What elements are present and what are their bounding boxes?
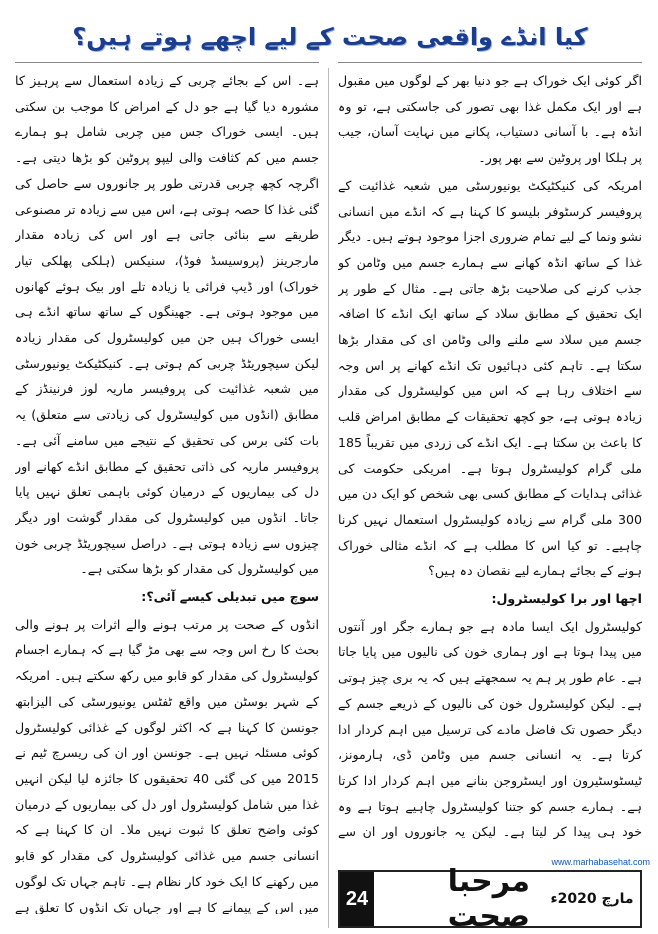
subheading: اچھا اور برا کولیسٹرول: <box>491 591 642 607</box>
paragraph: کولیسٹرول ایک ایسا مادہ ہے جو ہمارے جگر اور آنتوں میں پیدا ہوتا ہے اور ہماری خون کی نالیوں میں پایا جاتا ہے۔ عام طور پر ہم یہ سمجھتے ہیں کہ یہ بری چیز ہوتی ہے۔ لیکن کولیسٹرول خون کی نالیوں کے ذریعے جسم کے دیگر حصوں تک فاضل مادے کی ترسیل میں اہم کردار ادا کرتا ہے۔ یہ انسانی جسم میں وٹامن ڈی، ہارمونز، ٹیسٹوسٹیرون اور ایسٹروجن بنانے میں اہم کردار ادا کرتا ہے۔ ہمارے جسم کو جتنا کولیسٹرول چاہیے ہوتا ہے وہ خود ہی پیدا کر لیتا ہے۔ لیکن یہ جانوروں اور ان سے <box>338 618 642 840</box>
subheading: سوچ میں تبدیلی کیسے آئی؟: <box>141 589 319 605</box>
headline-rule-left <box>15 62 319 63</box>
magazine-name-logo: مرحبا صحت <box>447 864 530 934</box>
paragraph: انڈوں کے صحت پر مرتب ہونے والے اثرات پر ہونے والی بحث کا رخ اس وجہ سے بھی مڑ گیا ہے کہ ہمارے اجسام کولیسٹرول کی مقدار کو قابو میں رکھ سکتے ہیں۔ امریکہ کے شہر بوسٹن میں واقع ٹفٹس یونیورسٹی کی الیزابتھ جونسن کا کہنا ہے کہ اکثر لوگوں کے غذائی کولیسٹرول کوئی مسئلہ نہیں ہے۔ جونسن اور ان کی ریسرچ ٹیم نے 2015 میں کی گئی 40 تحقیقوں کا جائزہ لیا لیکن انہیں غذا میں شامل کولیسٹرول اور دل کی بیماریوں کے درمیان کوئی واضح تعلق کا ثبوت نہیں ملا۔ ان کا کہنا ہے کہ انسانی جسم میں غذائی کولیسٹرول کی مقدار کو قابو میں رکھنے کا ایک خود کار نظام ہے۔ تاہم جہاں تک لوگوں میں اس کے پیمانے کا ہے اور جہاں تک انڈوں کا تعلق ہے <box>15 616 319 914</box>
article-headline: کیا انڈے واقعی صحت کے لیے اچھے ہوتے ہیں؟ <box>72 23 588 51</box>
page-number: 24 <box>340 872 374 926</box>
headline-container <box>72 14 588 60</box>
paragraph: امریکہ کی کنیکٹیکٹ یونیورسٹی میں شعبہ غذائیت کے پروفیسر کرسٹوفر بلیسو کا کہنا ہے کہ انڈے میں انسانی نشو ونما کے لیے تمام ضروری اجزا موجود ہوتے ہیں۔ دیگر غذا کے ساتھ انڈہ کھانے سے ہمارے جسم میں وٹامن کو جذب کرنے کی صلاحیت بڑھ جاتی ہے۔ مثال کے طور پر ایک تحقیق کے مطابق سلاد کے ساتھ ایک انڈے کا اضافہ جسم میں سلاد سے ملنے والی وٹامن ای کی مقدار بڑھا سکتا ہے۔ تاہم کئی دہائیوں تک انڈے کھانے پر اس وجہ سے اختلاف رہا ہے کہ اس میں کولیسٹرول کی مقدار زیادہ ہوتی ہے، جو کچھ تحقیقات کے مطابق امراض قلب کا باعث بن سکتا ہے۔ ایک انڈے کی زردی میں تقریباً 185 ملی گرام کولیسٹرول ہوتا ہے۔ امریکی حکومت کی غذائی ہدایات کے مطابق کسی بھی شخص کو ایک دن میں 300 ملی گرام سے زیادہ کولیسٹرول استعمال نہیں کرنا چاہیے۔ تو کیا اس کا مطلب ہے کہ انڈے مثالی خوراک ہونے کے بجائے ہمارے لیے نقصان دہ ہیں؟ <box>338 177 642 579</box>
headline-rule-right <box>338 62 642 63</box>
paragraph: اگر کوئی ایک خوراک ہے جو دنیا بھر کے لوگوں میں مقبول ہے اور ایک مکمل غذا بھی تصور کی جاسکتی ہے، تو وہ انڈہ ہے۔ با آسانی دستیاب، پکانے میں نہایت آسان، جیب پر ہلکا اور پروٹین سے بھر پور۔ <box>338 73 642 166</box>
footer-masthead <box>338 864 642 934</box>
article-column-left <box>15 68 319 914</box>
article-column-right <box>338 68 642 848</box>
column-divider <box>328 68 329 928</box>
issue-date: مارچ 2020ء <box>550 891 634 907</box>
website-url[interactable]: www.marhabasehat.com <box>551 857 650 867</box>
paragraph: ہے۔ اس کے بجائے چربی کے زیادہ استعمال سے پرہیز کا مشورہ دیا گیا ہے جو دل کے امراض کا موجب بن سکتی ہیں۔ ایسی خوراک جس میں چربی شامل ہو ہمارے جسم میں کم کثافت والی لیپو پروٹین کو بڑھا دیتی ہے۔ اگرچہ کچھ چربی قدرتی طور پر جانوروں سے حاصل کی گئی غذا کا حصہ ہوتی ہے، اس میں سے زیادہ تر مصنوعی طریقے سے بنائی جاتی ہے اور اس کی زیادہ مقدار مارجرینز (پروسیسڈ فوڈ)، سنیکس (ہلکی پھلکی تیار خوراک) اور ڈیپ فرائی یا زیادہ تلے اور بیک ہوئے کھانوں میں موجود ہوتی ہے۔ جھینگوں کے ساتھ ساتھ انڈے ہی ایسی خوراک ہیں جن میں کولیسٹرول کی مقدار زیادہ لیکن سیچوریٹڈ چربی کم ہوتی ہے۔ کنیکٹیکٹ یونیورسٹی میں شعبہ غذائیت کی پروفیسر ماریہ لوز فرنینڈز کے مطابق (انڈوں میں کولیسٹرول کی زیادتی سے متعلق) یہ بات کئی برس کی تحقیق کے نتیجے میں سامنے آئی ہے۔ پروفیسر ماریہ کی ذاتی تحقیق کے مطابق انڈے کھانے اور دل کی بیماریوں کے درمیان کوئی باہمی تعلق نہیں پایا جاتا۔ انڈوں میں کولیسٹرول کی مقدار گوشت اور دیگر چیزوں سے زیادہ ہوتی ہے۔ دراصل سیچوریٹڈ چربی خون میں کولیسٹرول کی مقدار کو بڑھا سکتی ہے۔ <box>15 73 319 577</box>
